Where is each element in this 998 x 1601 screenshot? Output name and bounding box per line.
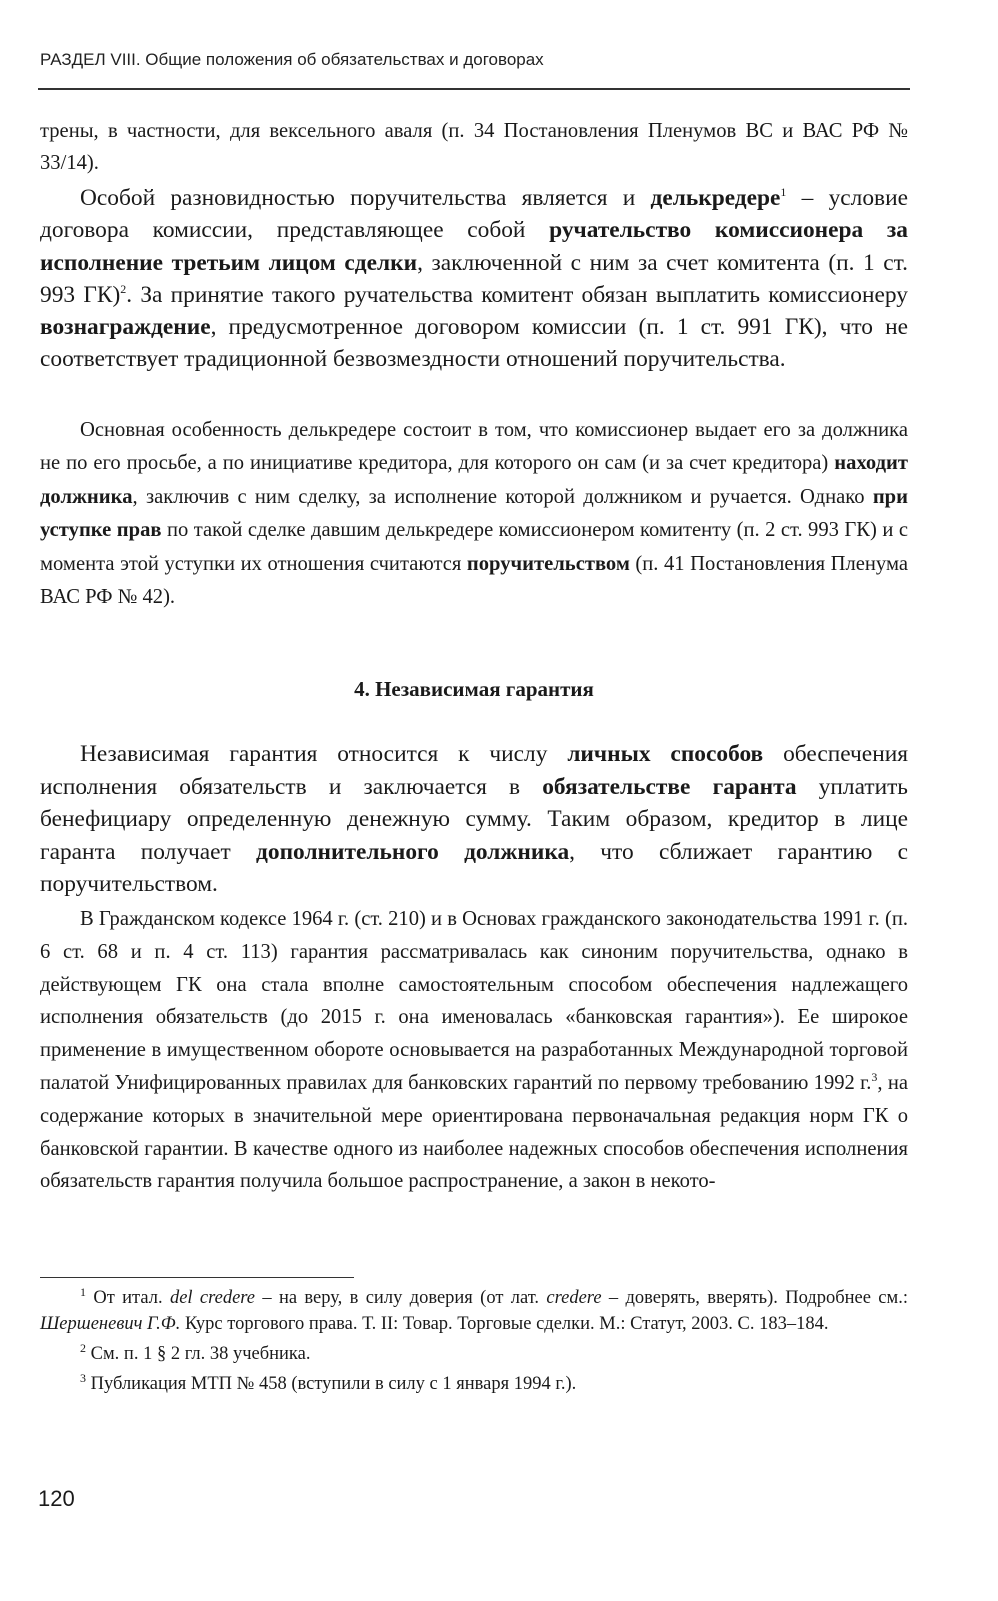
paragraph-delcredere: Особой разновидностью поручительства является и делькредере$^1$ – условие договора комиссии, представляющее собой ручательство комиссионера за исполнение третьим лицом сделки, заключенной с ним за счет комитента (п. 1 ст. 993 ГК)$^2$. За принятие такого ручательства комитент обязан выплатить комиссионеру вознаграждение, предусмотренное договором комиссии (п. 1 ст. 991 ГК), что не соответствует традиционной безвозмездности отношений поручительства. (40, 185, 908, 373)
section-heading: 4. Независимая гарантия (354, 677, 594, 701)
footnote-divider (40, 1277, 354, 1278)
term-guarantor-obligation: обязательстве гаранта (542, 773, 797, 800)
term-remuneration: вознаграждение (40, 314, 211, 341)
page-number: 120 (38, 1486, 75, 1511)
term-personal-methods: личных способов (567, 741, 764, 767)
paragraph-civil-code-history: В Гражданском кодексе 1964 г. (ст. 210) и в Основах гражданского законодательства 1991 г. (п. 6 ст. 68 и п. 4 ст. 113) гарантия рассматривалась как синоним поручительства, однако в действующем ГК она стала вполне самостоятельным способом обеспечения надлежащего исполнения обязательств (до 2015 г. она именовалась «банковская гарантия»). Ее широкое применение в имущественном обороте основывается на разработанных Международной торговой палатой Унифицированных правилах для банковских гарантий по первому требованию 1992 г.$^3$, на содержание которых в значительной мере ориентирована первоначальная редакция норм ГК о банковской гарантии. В качестве одного из наиболее надежных способов обеспечения исполнения обязательств гарантия получила большое распространение, а закон в некото- (40, 908, 908, 1193)
footnote-2: $^2$ См. п. 1 § 2 гл. 38 учебника. (80, 1340, 311, 1364)
term-suretyship: поручительством (466, 552, 630, 575)
term-additional-debtor: дополнительного должника (256, 838, 570, 865)
footnote-ref-1: 1 (780, 185, 787, 200)
term-guarantee-of-commissioner: ручательство комиссионера за исполнение третьим лицом сделки (40, 217, 908, 276)
running-header: РАЗДЕЛ VIII. Общие положения об обязательствах и договорах (40, 50, 544, 69)
paragraph-continuation (40, 116, 908, 179)
paragraph-delcredere-feature: Основная особенность делькредере состоит в том, что комиссионер выдает его за должника не по его просьбе, а по инициативе кредитора, для которого он сам (и за счет кредитора) находит должника, заключив с ним сделку, за исполнение которой должником и ручается. Однако при уступке прав по такой сделке давшим делькредере комиссионером комитенту (п. 2 ст. 993 ГК) и с момента этой уступки их отношения считаются поручительством (п. 41 Постановления Пленума ВАС РФ № 42). (40, 419, 908, 609)
term-delcredere: делькредере (650, 185, 781, 211)
term-assignment-of-rights: при уступке прав (40, 485, 908, 542)
footnotes (40, 1285, 908, 1397)
footnote-3: $^3$ Публикация МТП № 458 (вступили в силу с 1 января 1994 г.). (80, 1370, 577, 1394)
paragraph-text: трены, в частности, для вексельного аваля (п. 34 Постановления Пленумов ВС и ВАС РФ № 33/14). (40, 120, 908, 174)
footnote-1: $^1$ От итал. del credere – на веру, в силу доверия (от лат. credere – доверять, вверять). Подробнее см.: Шершеневич Г.Ф. Курс торгового права. Т. II: Товар. Торговые сделки. М.: Статут, 2003. С. 183–184. (40, 1284, 908, 1334)
footnote-ref-3: 3 (871, 1070, 878, 1085)
header-divider (38, 88, 910, 90)
paragraph-independent-guarantee: Независимая гарантия относится к числу личных способов обеспечения исполнения обязательств и заключается в обязательстве гаранта уплатить бенефициару определенную денежную сумму. Таким образом, кредитор в лице гаранта получает дополнительного должника, что сближает гарантию с поручительством. (40, 741, 908, 898)
footnote-ref-2: 2 (120, 282, 127, 297)
term-finds-debtor: находит должника (40, 452, 908, 508)
